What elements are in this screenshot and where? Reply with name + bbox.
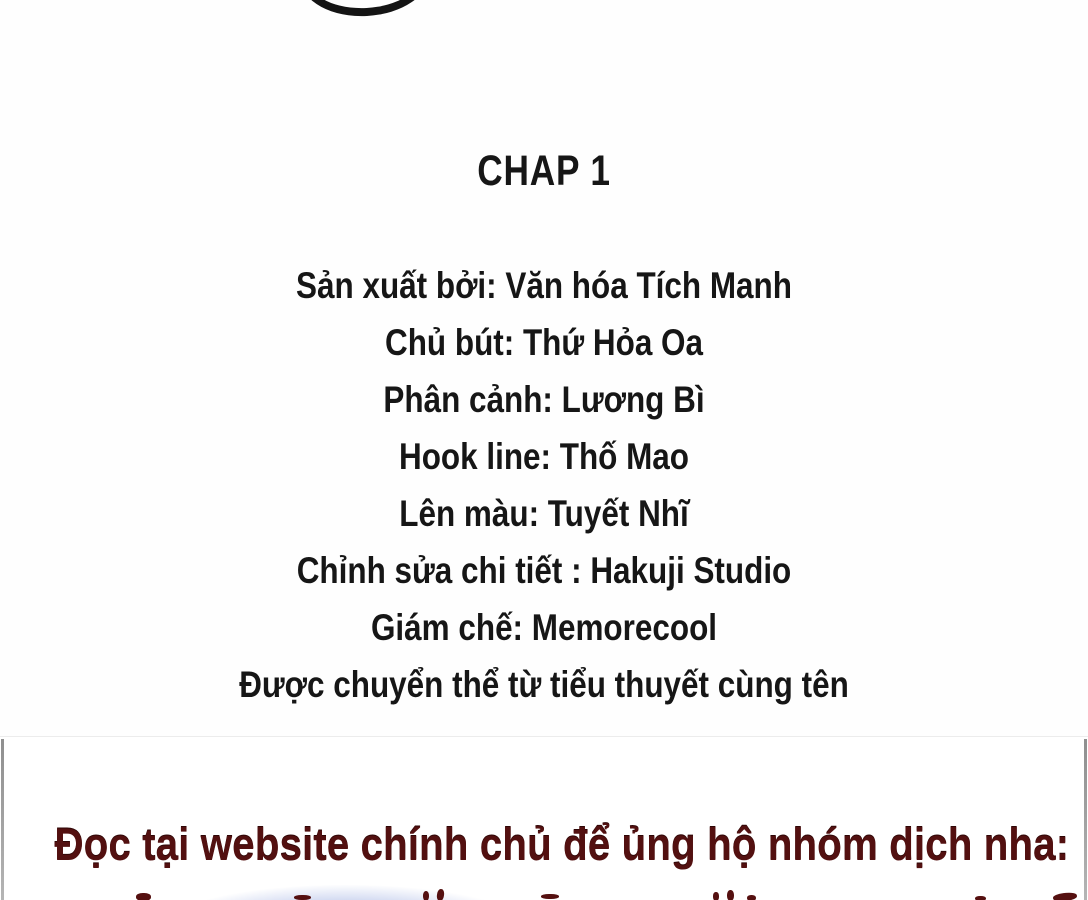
credit-line-production: Sản xuất bởi: Văn hóa Tích Manh — [296, 265, 792, 306]
cutoff-text-fragment — [436, 889, 445, 900]
footer-note: Đọc tại website chính chủ để ủng hộ nhóm dịch nha: — [54, 819, 1070, 870]
credit-line-editor: Chủ bút: Thứ Hỏa Oa — [384, 322, 704, 363]
cutoff-text-fragment — [541, 894, 559, 899]
page-left-edge-line — [1, 739, 4, 900]
cutoff-text-fragment — [975, 896, 986, 900]
cutoff-text-fragment — [1053, 892, 1078, 900]
cutoff-text-fragment — [136, 893, 151, 900]
cutoff-text-fragment — [713, 892, 719, 900]
page-right-edge-line — [1084, 739, 1087, 900]
credits-block — [0, 257, 1088, 713]
credit-line-adaptation: Được chuyển thể từ tiểu thuyết cùng tên — [239, 664, 849, 705]
speech-bubble-arc — [299, 0, 431, 19]
cutoff-text-fragment — [423, 891, 429, 900]
credit-line-hookline: Hook line: Thố Mao — [398, 436, 690, 477]
blue-blob-decoration — [155, 885, 535, 900]
credit-line-storyboard: Phân cảnh: Lương Bì — [383, 379, 705, 420]
credit-line-detailing: Chỉnh sửa chi tiết : Hakuji Studio — [296, 550, 792, 591]
credit-line-coloring: Lên màu: Tuyết Nhĩ — [399, 493, 689, 534]
cutoff-text-fragment — [294, 895, 311, 900]
cutoff-text-fragment — [727, 890, 734, 900]
chapter-title: CHAP 1 — [477, 147, 611, 195]
credit-line-supervisor: Giám chế: Memorecool — [370, 607, 718, 648]
footer-scan-page — [0, 736, 1088, 900]
cutoff-text-fragment — [747, 895, 756, 900]
